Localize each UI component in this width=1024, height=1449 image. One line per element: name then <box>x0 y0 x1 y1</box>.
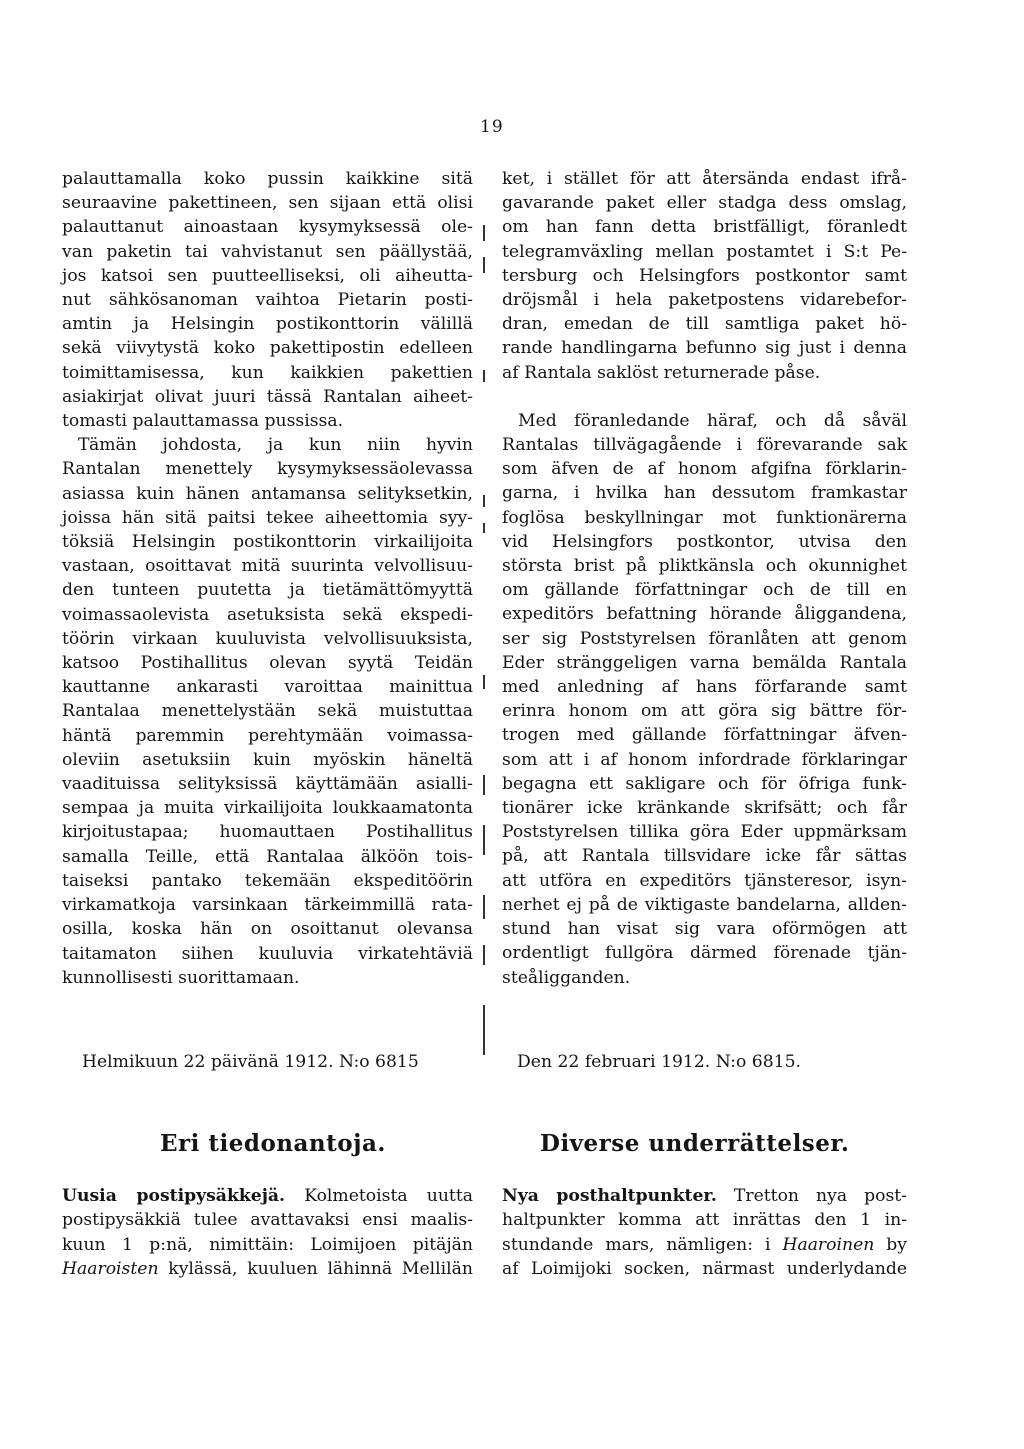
finnish-notice <box>62 1184 473 1282</box>
text-line: af Rantala saklöst returnerade påse. <box>502 362 821 383</box>
text-line: vid Helsingfors postkontor, utvisa den <box>502 531 907 552</box>
place-name-italic: Haaroisten <box>62 1259 159 1280</box>
swedish-notice-line: af Loimijoki socken, närmast underlydande <box>502 1259 907 1280</box>
text-line: ser sig Poststyrelsen föranlåten att genom <box>502 628 907 649</box>
finnish-section-heading: Eri tiedonantoja. <box>160 1130 386 1157</box>
paragraph-gap <box>502 385 907 409</box>
finnish-notice-line: postipysäkkiä tulee avattavaksi ensi maalis- <box>62 1210 473 1231</box>
swedish-notice-line: Nya posthaltpunkter. Tretton nya post- <box>502 1186 907 1206</box>
text-line: nut sähkösanoman vaihtoa Pietarin posti- <box>62 290 473 311</box>
swedish-paragraph-1 <box>502 167 907 385</box>
text-line: telegramväxling mellan postamtet i S:t Pe- <box>502 241 907 262</box>
text-line: asiakirjat olivat juuri tässä Rantalan aiheet- <box>62 386 473 407</box>
text-line: Med föranledande häraf, och då såväl <box>518 410 907 431</box>
text-line: tersburg och Helsingfors postkontor samt <box>502 265 907 286</box>
finnish-column <box>62 167 473 990</box>
swedish-notice-line: haltpunkter komma att inrättas den 1 in- <box>502 1210 907 1231</box>
text-line: seuraavine pakettineen, sen sijaan että olisi <box>62 193 473 214</box>
text-line: tomasti palauttamassa pussissa. <box>62 411 344 432</box>
text-line: sekä viivytystä koko pakettipostin edelleen <box>62 338 473 359</box>
text-line: steåligganden. <box>502 967 631 988</box>
finnish-notice-line: kuun 1 p:nä, nimittäin: Loimijoen pitäjän <box>62 1234 473 1255</box>
text-line: oleviin asetuksiin kuin myöskin häneltä <box>62 749 473 770</box>
text-line: att utföra en expeditörs tjänsteresor, isyn- <box>502 870 907 891</box>
text-line: som äfven de af honom afgifna förklarin- <box>502 459 907 480</box>
text-line: gavarande paket eller stadga dess omslag, <box>502 193 907 214</box>
finnish-notice-title: Uusia postipysäkkejä. <box>62 1186 286 1206</box>
text-line: expeditörs befattning hörande åliggandena, <box>502 604 907 625</box>
text-line: van paketin tai vahvistanut sen päällystää, <box>62 241 473 262</box>
text-line: om han fann detta bristfälligt, föranledt <box>502 217 907 238</box>
text-line: joissa hän sitä paitsi tekee aiheettomia syy- <box>62 507 473 528</box>
text-line: amtin ja Helsingin postikonttorin välillä <box>62 314 473 335</box>
text-line: palauttanut ainoastaan kysymyksessä ole- <box>62 217 473 238</box>
text-line: ket, i stället för att återsända endast ifrå- <box>502 169 907 189</box>
text-line: dröjsmål i hela paketpostens vidarebefor- <box>502 290 907 311</box>
text-line: Rantalaa menettelystään sekä muistuttaa <box>62 701 473 722</box>
text-line: toimittamisessa, kun kaikkien pakettien <box>62 362 473 383</box>
text-line: rande handlingarna befunno sig just i denna <box>502 338 907 359</box>
text-line: Rantalan menettely kysymyksessäolevassa <box>62 459 473 480</box>
text-line: palauttamalla koko pussin kaikkine sitä <box>62 169 473 189</box>
swedish-notice-line: stundande mars, nämligen: i Haaroinen by <box>502 1234 908 1255</box>
text-line: trogen med gällande författningar äfven- <box>502 725 907 746</box>
finnish-notice-line: Uusia postipysäkkejä. Kolmetoista uutta <box>62 1186 473 1206</box>
place-name-italic: Haaroinen <box>782 1234 875 1255</box>
swedish-date-line: Den 22 februari 1912. N:o 6815. <box>517 1052 801 1072</box>
text-line: vastaan, osoittavat mitä suurinta velvollisuu- <box>62 556 473 577</box>
page-number: 19 <box>480 117 504 137</box>
text-line: virkamatkoja varsinkaan tärkeimmillä rata- <box>62 895 473 916</box>
text-line: vaadituissa selityksissä käyttämään asialli- <box>62 774 473 795</box>
text-line: med anledning af hans förfarande samt <box>502 677 907 698</box>
text-line: begagna ett sakligare och för öfriga funk- <box>502 773 907 794</box>
text-line: katsoo Postihallitus olevan syytä Teidän <box>62 653 473 674</box>
text-line: Poststyrelsen tillika göra Eder uppmärksam <box>502 822 907 843</box>
text-line: Rantalas tillvägagående i förevarande sak <box>502 435 907 456</box>
finnish-paragraph-1 <box>62 167 473 433</box>
finnish-paragraph-2 <box>62 433 473 990</box>
text-line: dran, emedan de till samtliga paket hö- <box>502 314 907 335</box>
text-line: största brist på pliktkänsla och okunnighet <box>502 556 907 577</box>
text-line: Eder stränggeligen varna bemälda Rantala <box>502 652 907 673</box>
text-line: på, att Rantala tillsvidare icke får sättas <box>502 846 907 867</box>
text-line: taiseksi pantako tekemään ekspeditöörin <box>62 870 473 891</box>
text-line: kirjoitustapaa; huomauttaen Postihallitus <box>62 822 473 843</box>
text-line: kauttanne ankarasti varoittaa mainittua <box>62 677 473 698</box>
text-line: sempaa ja muita virkailijoita loukkaamatonta <box>62 798 473 819</box>
text-line: erinra honom om att göra sig bättre för- <box>502 701 907 722</box>
text-line: om gällande författningar och de till en <box>502 580 907 601</box>
swedish-notice <box>502 1184 907 1282</box>
text-line: foglösa beskyllningar mot funktionärerna <box>502 507 907 528</box>
swedish-section-heading: Diverse underrättelser. <box>540 1130 850 1157</box>
swedish-paragraph-2 <box>502 409 907 990</box>
column-divider-marks <box>483 205 485 1055</box>
text-line: töksiä Helsingin postikonttorin virkailijoita <box>62 532 473 553</box>
text-line: tionärer icke kränkande skrifsätt; och får <box>502 798 907 819</box>
text-line: garna, i hvilka han dessutom framkastar <box>502 483 907 504</box>
text-line: nerhet ej på de viktigaste bandelarna, allden- <box>502 894 907 915</box>
text-line: Tämän johdosta, ja kun niin hyvin <box>78 435 473 456</box>
text-line: kunnollisesti suorittamaan. <box>62 967 300 988</box>
text-line: jos katsoi sen puutteelliseksi, oli aiheutta- <box>62 265 473 286</box>
swedish-column <box>502 167 907 990</box>
text-line: stund han visat sig vara oförmögen att <box>502 919 907 940</box>
swedish-notice-title: Nya posthaltpunkter. <box>502 1186 717 1206</box>
text-line: asiassa kuin hänen antamansa selityksetkin, <box>62 483 473 504</box>
text-line: ordentligt fullgöra därmed förenade tjän- <box>502 943 907 964</box>
text-line: som att i af honom infordrade förklaringar <box>502 749 907 770</box>
text-line: voimassaolevista asetuksista sekä ekspedi- <box>62 604 473 625</box>
finnish-notice-line: Haaroisten kylässä, kuuluen lähinnä Mellilän <box>62 1259 473 1280</box>
text-line: den tunteen puutetta ja tietämättömyyttä <box>62 580 473 601</box>
text-line: osilla, koska hän on osoittanut olevansa <box>62 919 473 940</box>
text-line: töörin virkaan kuuluvista velvollisuuksista, <box>62 628 473 649</box>
text-line: häntä paremmin perehtymään voimassa- <box>62 725 473 746</box>
text-line: samalla Teille, että Rantalaa älköön tois- <box>62 846 473 867</box>
text-line: taitamaton siihen kuuluvia virkatehtäviä <box>62 943 473 964</box>
finnish-date-line: Helmikuun 22 päivänä 1912. N:o 6815 <box>82 1052 419 1072</box>
